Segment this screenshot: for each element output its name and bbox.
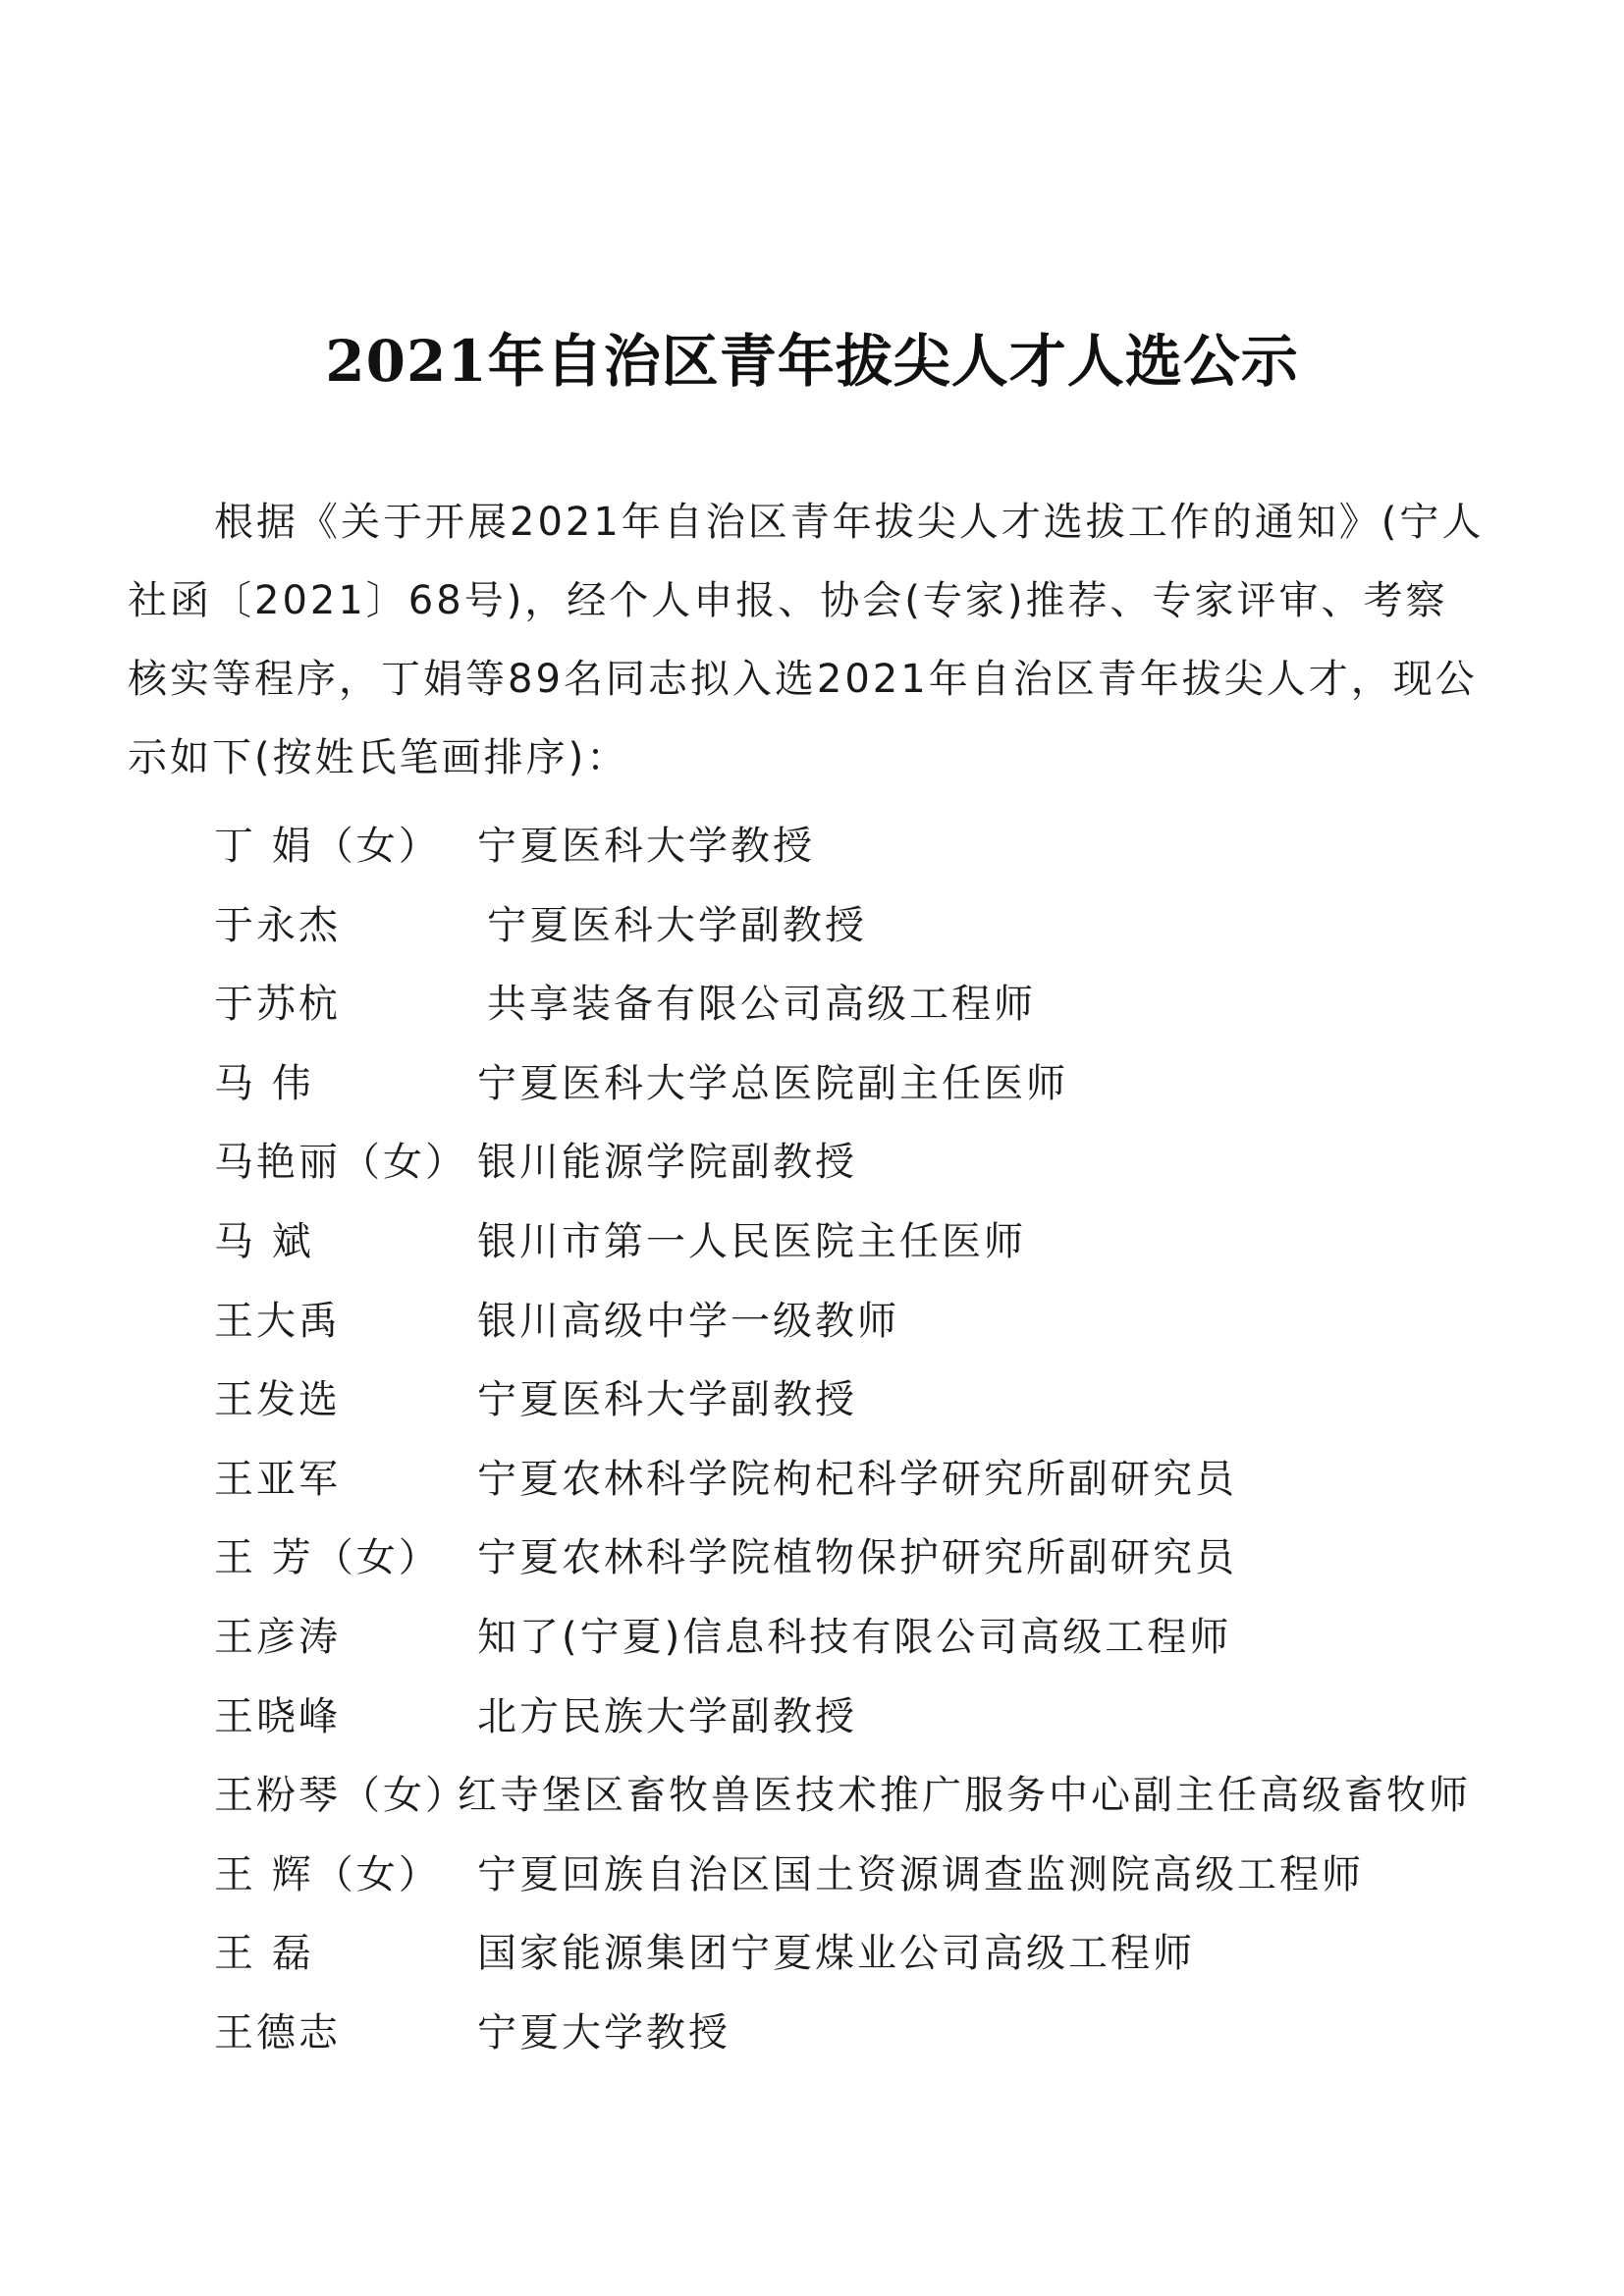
candidate-name: 王发选 [214, 1377, 341, 1423]
list-item [214, 1440, 1530, 1520]
candidate-org: 国家能源集团宁夏煤业公司高级工程师 [477, 1931, 1195, 1977]
candidate-org: 宁夏大学教授 [477, 2009, 731, 2056]
list-item [214, 1914, 1530, 1994]
list-item [214, 1282, 1530, 1362]
candidate-list [214, 807, 1530, 2073]
candidate-org: 北方民族大学副教授 [477, 1693, 857, 1739]
candidate-name: 王 辉（女） [214, 1851, 441, 1897]
document-title: 2021年自治区青年拔尖人才人选公示 [325, 328, 1299, 395]
candidate-org: 宁夏医科大学副教授 [487, 902, 867, 948]
candidate-name: 马 斌 [214, 1218, 314, 1264]
candidate-org: 宁夏医科大学副教授 [477, 1377, 857, 1423]
candidate-org: 红寺堡区畜牧兽医技术推广服务中心副主任高级畜牧师 [458, 1773, 1471, 1819]
candidate-org: 宁夏农林科学院枸杞科学研究所副研究员 [477, 1456, 1237, 1502]
candidate-org: 宁夏医科大学教授 [477, 824, 815, 869]
list-item [214, 1678, 1530, 1757]
candidate-name: 王大禹 [214, 1298, 341, 1344]
candidate-org: 知了(宁夏)信息科技有限公司高级工程师 [477, 1614, 1232, 1660]
candidate-org: 宁夏农林科学院植物保护研究所副研究员 [477, 1535, 1237, 1581]
candidate-name: 丁 娟（女） [214, 824, 441, 869]
list-item [214, 807, 1530, 886]
intro-line: 根据《关于开展2021年自治区青年拔尖人才选拔工作的通知》(宁人 [214, 500, 1485, 545]
list-item [214, 1202, 1530, 1282]
candidate-name: 王晓峰 [214, 1693, 341, 1739]
candidate-name: 王亚军 [214, 1456, 341, 1502]
candidate-name: 马 伟 [214, 1060, 314, 1106]
list-item [214, 1836, 1530, 1915]
list-item [214, 1123, 1530, 1202]
list-item [214, 1519, 1530, 1598]
intro-line: 核实等程序，丁娟等89名同志拟入选2021年自治区青年拔尖人才，现公 [128, 657, 1478, 702]
list-item [214, 1361, 1530, 1440]
candidate-name: 王 芳（女） [214, 1535, 441, 1581]
candidate-name: 于永杰 [214, 902, 341, 948]
candidate-org: 银川能源学院副教授 [477, 1140, 857, 1186]
candidate-org: 宁夏医科大学总医院副主任医师 [477, 1060, 1068, 1106]
candidate-name: 王彦涛 [214, 1614, 341, 1660]
list-item [214, 1044, 1530, 1124]
list-item [214, 886, 1530, 966]
candidate-org: 银川市第一人民医院主任医师 [477, 1218, 1026, 1264]
list-item [214, 1598, 1530, 1678]
intro-paragraph [128, 483, 1522, 797]
candidate-name: 于苏杭 [214, 982, 341, 1028]
list-item [214, 1756, 1530, 1836]
intro-line: 社函〔2021〕68号)，经个人申报、协会(专家)推荐、专家评审、考察 [128, 578, 1448, 623]
candidate-org: 银川高级中学一级教师 [477, 1298, 899, 1344]
candidate-name: 王粉琴（女） [214, 1773, 467, 1819]
candidate-name: 马艳丽（女） [214, 1140, 467, 1186]
list-item [214, 965, 1530, 1044]
intro-line: 示如下(按姓氏笔画排序)： [128, 735, 629, 780]
candidate-name: 王德志 [214, 2009, 341, 2056]
list-item [214, 1994, 1530, 2073]
candidate-org: 宁夏回族自治区国土资源调查监测院高级工程师 [477, 1851, 1364, 1897]
candidate-org: 共享装备有限公司高级工程师 [487, 982, 1036, 1028]
candidate-name: 王 磊 [214, 1931, 314, 1977]
